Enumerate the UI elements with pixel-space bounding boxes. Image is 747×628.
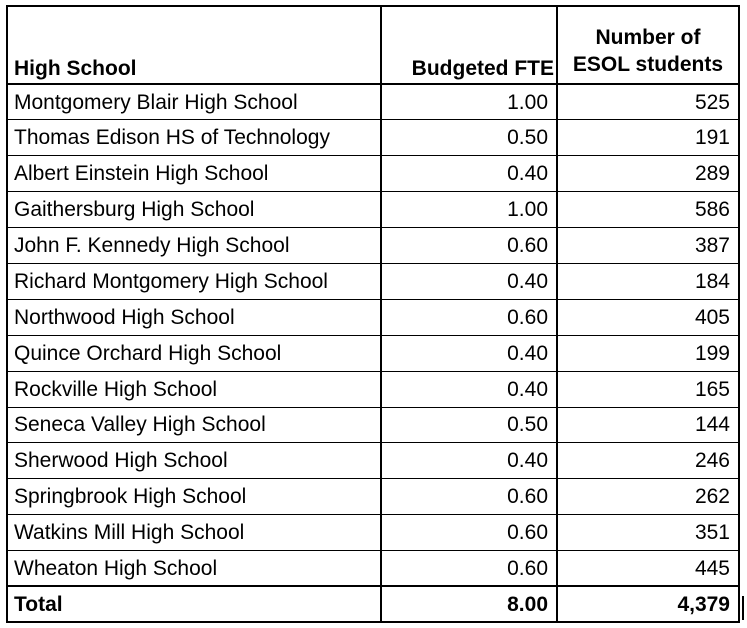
esol-count-cell: 191 [557,120,739,156]
table-row [7,263,739,299]
school-name-cell: Montgomery Blair High School [7,84,381,120]
table-body [7,84,739,586]
header-esol-line2: ESOL students [572,53,724,77]
table-row [7,156,739,192]
budgeted-fte-cell: 0.40 [381,263,557,299]
budgeted-fte-cell: 0.60 [381,551,557,587]
table-row [7,192,739,228]
school-name-cell: Wheaton High School [7,551,381,587]
esol-count-cell: 246 [557,443,739,479]
esol-count-cell: 289 [557,156,739,192]
esol-fte-table [6,5,740,623]
table-row [7,371,739,407]
esol-count-cell: 144 [557,407,739,443]
budgeted-fte-cell: 0.40 [381,371,557,407]
esol-staffing-sheet [6,5,738,620]
budgeted-fte-cell: 0.60 [381,515,557,551]
total-fte: 8.00 [381,586,557,622]
cell-border-fragment [742,596,744,620]
table-row [7,299,739,335]
budgeted-fte-cell: 0.60 [381,299,557,335]
school-name-cell: Sherwood High School [7,443,381,479]
budgeted-fte-cell: 0.40 [381,443,557,479]
budgeted-fte-cell: 0.60 [381,228,557,264]
budgeted-fte-cell: 0.50 [381,120,557,156]
table-row [7,228,739,264]
budgeted-fte-cell: 0.40 [381,335,557,371]
school-name-cell: Northwood High School [7,299,381,335]
budgeted-fte-cell: 1.00 [381,192,557,228]
school-name-cell: Thomas Edison HS of Technology [7,120,381,156]
table-row [7,515,739,551]
header-high-school: High School [7,6,381,84]
table-row [7,335,739,371]
table-row [7,407,739,443]
esol-count-cell: 351 [557,515,739,551]
esol-count-cell: 184 [557,263,739,299]
school-name-cell: Richard Montgomery High School [7,263,381,299]
table-row [7,551,739,587]
header-esol-line1: Number of [595,26,701,50]
school-name-cell: Seneca Valley High School [7,407,381,443]
table-row [7,479,739,515]
school-name-cell: Gaithersburg High School [7,192,381,228]
total-esol: 4,379 [557,586,739,622]
table-header [7,6,739,84]
total-label: Total [7,586,381,622]
budgeted-fte-cell: 0.40 [381,156,557,192]
header-row [7,6,739,84]
header-budgeted-fte: Budgeted FTE [381,6,557,84]
esol-count-cell: 262 [557,479,739,515]
budgeted-fte-cell: 0.50 [381,407,557,443]
esol-count-cell: 405 [557,299,739,335]
header-esol-students [557,6,739,84]
table-footer [7,586,739,622]
school-name-cell: Watkins Mill High School [7,515,381,551]
school-name-cell: Quince Orchard High School [7,335,381,371]
esol-count-cell: 387 [557,228,739,264]
school-name-cell: John F. Kennedy High School [7,228,381,264]
esol-count-cell: 586 [557,192,739,228]
budgeted-fte-cell: 1.00 [381,84,557,120]
table-row [7,84,739,120]
esol-count-cell: 199 [557,335,739,371]
total-row [7,586,739,622]
school-name-cell: Albert Einstein High School [7,156,381,192]
school-name-cell: Springbrook High School [7,479,381,515]
school-name-cell: Rockville High School [7,371,381,407]
table-row [7,443,739,479]
esol-count-cell: 525 [557,84,739,120]
table-row [7,120,739,156]
esol-count-cell: 165 [557,371,739,407]
esol-count-cell: 445 [557,551,739,587]
budgeted-fte-cell: 0.60 [381,479,557,515]
